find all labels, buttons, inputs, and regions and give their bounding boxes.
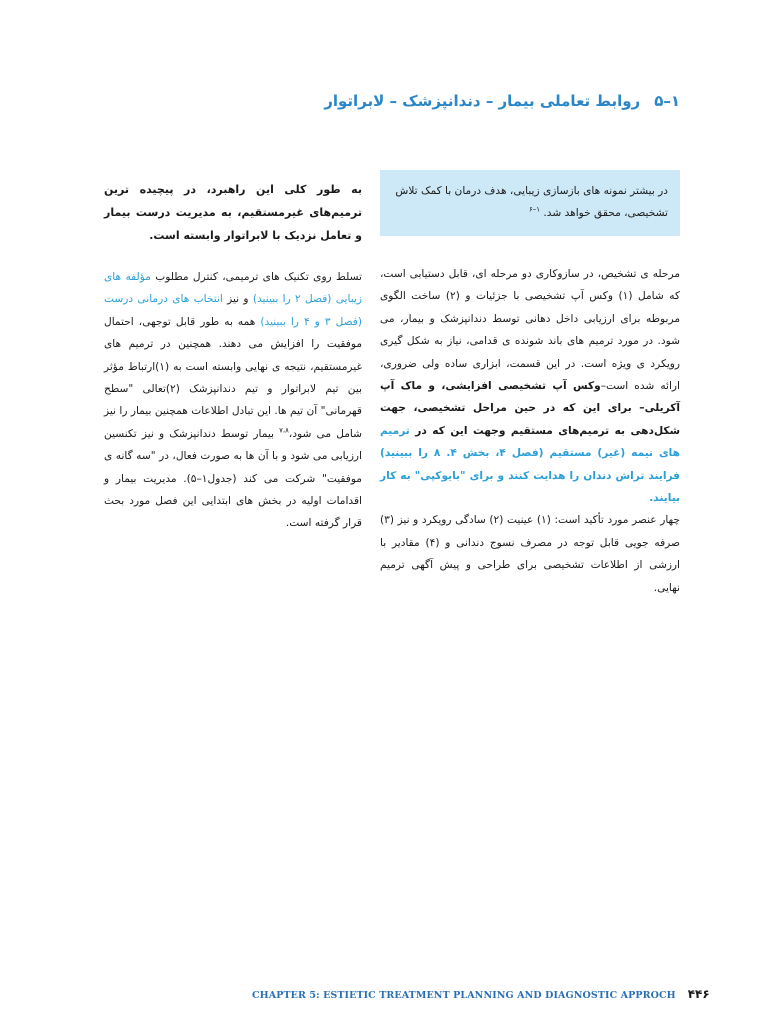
- mastery-text-3: همه به طور قابل توجهی، احتمال موفقیت را افزایش می دهند. همچنین در ترمیم های غیرمستقیم، نتیجه ی نهایی وابسته است به (۱)ارتباط مؤثر بین تیم لابراتوار و تیم دندانپزشک (۲)تعالی "سطح قهرمانی" آن تیم ها. این تبادل اطلاعات همچنین بیمار را نیز شامل می شود،: [104, 315, 363, 440]
- mastery-text-2: و نیز: [222, 293, 253, 306]
- right-column: [380, 263, 680, 599]
- highlight-callout: [380, 170, 680, 236]
- diagnosis-text: مرحله ی تشخیص، در سازوکاری دو مرحله ای، قابل دستیابی است، که شامل (۱) وکس آپ تشخیصی با جزئیات و (۲) ساخت الگوی مربوطه برای ارزیابی داخل دهانی توسط دندانپزشک و بیمار، می شود. در مورد ترمیم های باند شونده ی قدامی، نیاز به شکل گیری رویکرد ی ویژه است. در این قسمت، ابزاری ساده ولی ضروری، ارائه شده است–: [380, 268, 680, 393]
- link-chapter-2[interactable]: مؤلفه های زیبایی (فصل ۲ را ببینید): [104, 271, 362, 306]
- left-column: [104, 266, 362, 535]
- diagnosis-emphasis: وکس آپ تشخیصی افزایشی، و ماک آپ آکریلی– برای این که در حین مراحل تشخیصی، جهت شکل‌دهی به ترمیم‌های مستقیم وجهت این که در: [380, 380, 680, 437]
- callout-reference: ۱–۶: [528, 205, 541, 214]
- citation-reference: ۷،۸: [279, 426, 289, 435]
- lead-paragraph: به طور کلی این راهبرد، در پیچیده ترین ترمیم‌های غیرمستقیم، به مدیریت درست بیمار و تعامل نزدیک با لابراتوار وابسته است.: [104, 183, 362, 242]
- section-number: ۱–۵: [654, 92, 680, 110]
- chapter-title: CHAPTER 5: ESTIETIC TREATMENT PLANNING AND DIAGNOSTIC APPROCH: [252, 990, 676, 1001]
- mastery-text-1: تسلط روی تکنیک های ترمیمی، کنترل مطلوب: [150, 271, 362, 283]
- paragraph-mastery: [104, 266, 362, 535]
- paragraph-elements: [380, 509, 680, 599]
- elements-text: چهار عنصر مورد تأکید است: (۱) عینیت (۲) سادگی رویکرد و نیز (۳) صرفه جویی قابل توجه در مصرف نسوج دندانی و (۴) مقادیر با ارزشی از اطلاعات تشخیصی برای طراحی و پیش آگهی ترمیم نهایی.: [380, 514, 680, 594]
- callout-text: در بیشتر نمونه های بازسازی زیبایی، هدف درمان با کمک تلاش تشخیصی، محقق خواهد شد.: [395, 185, 668, 219]
- section-title: روابط تعاملی بیمار – دندانپزشک – لابراتوار: [324, 92, 641, 110]
- section-heading: [80, 92, 680, 110]
- link-chapters-3-4[interactable]: انتخاب های درمانی درست (فصل ۳ و ۴ را ببینید): [104, 293, 362, 328]
- mastery-text-4: بیمار توسط دندانپزشک و نیز تکنسین ارزیابی می شود و با آن ها به صورت فعال، در "سه گانه ی موفقیت" شرکت می کند (جدول۱–۵). مدیریت بیمار و اقدامات اولیه در بخش های ابتدایی این فصل مورد بحث قرار گرفته است.: [104, 427, 362, 530]
- page-footer: [252, 983, 710, 1002]
- diagnosis-link[interactable]: ترمیم های نیمه (غیر) مستقیم (فصل ۴، بخش ۴. ۸ را ببینید) فرایند تراش دندان را هدایت کنند و برای "بایوکپی" به کار بیایند.: [380, 424, 681, 505]
- paragraph-diagnosis: [380, 263, 680, 509]
- page-number: ۴۴۶: [687, 987, 710, 1001]
